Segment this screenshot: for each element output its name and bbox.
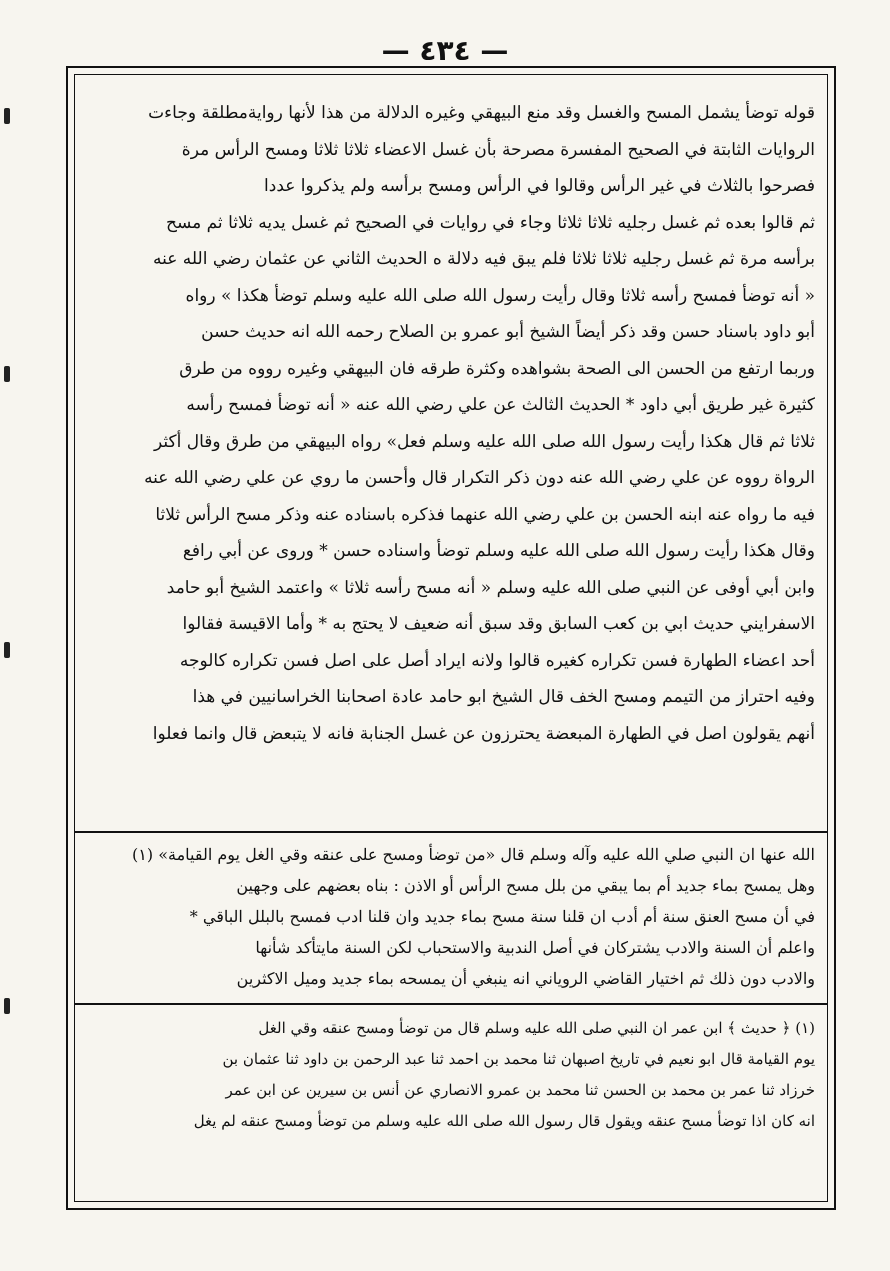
margin-mark xyxy=(4,366,10,382)
main-line: أحد اعضاء الطهارة فسن تكراره كغيره قالوا ولانه ايراد أصل على اصل فسن تكراره كالوجه xyxy=(179,650,815,671)
margin-mark xyxy=(4,642,10,658)
main-line: الروايات الثابتة في الصحيح المفسرة مصرحة بأن غسل الاعضاء ثلاثا ثلاثا ومسح الرأس مرة xyxy=(181,139,815,160)
footnote-line: يوم القيامة قال ابو نعيم في تاريخ اصبهان ثنا محمد بن احمد ثنا عبد الرحمن بن داود ثنا عثمان بن xyxy=(222,1050,815,1068)
footnote-divider xyxy=(75,1003,827,1005)
main-line: ثم قالوا بعده ثم غسل رجليه ثلاثا ثلاثا وجاء في روايات في الصحيح ثم غسل يديه ثلاثا ثم مسح xyxy=(165,212,815,233)
main-line: أنهم يقولون اصل في الطهارة المبعضة يحترزون عن غسل الجنابة فانه لا يتبعض قال وانما فعلوا xyxy=(152,723,815,744)
commentary-line: الله عنها ان النبي صلي الله عليه وآله وسلم قال «من توضأ ومسح على عنقه وقي الغل يوم القيامة» (١) xyxy=(132,845,815,864)
page-frame-inner xyxy=(74,74,828,1202)
main-line: أبو داود باسناد حسن وقد ذكر أيضاً الشيخ أبو عمرو بن الصلاح رحمه الله انه حديث حسن xyxy=(201,322,815,342)
main-line: فصرحوا بالثلاث في غير الرأس وقالوا في الرأس ومسح برأسه ولم يذكروا عددا xyxy=(264,176,815,196)
commentary-line: والادب دون ذلك ثم اختيار القاضي الروياني انه ينبغي أن يمسحه بماء جديد وميل الاكثرين xyxy=(236,969,815,988)
commentary-text xyxy=(75,839,827,994)
margin-mark xyxy=(4,998,10,1014)
main-line: قوله توضأ يشمل المسح والغسل وقد منع البيهقي وغيره الدلالة من هذا لأنها روايةمطلقة وجاءت xyxy=(148,103,815,123)
commentary-line: واعلم أن السنة والادب يشتركان في أصل الندبية والاستحباب لكن السنة مايتأكد شأنها xyxy=(255,938,815,957)
commentary-line: في أن مسح العنق سنة أم أدب ان قلنا سنة مسح بماء جديد وان قلنا ادب فمسح بالبلل الباقي * xyxy=(189,907,815,926)
main-line: وفيه احتراز من التيمم ومسح الخف قال الشيخ ابو حامد عادة اصحابنا الخراسانيين في هذا xyxy=(192,687,815,707)
page-frame xyxy=(66,66,836,1210)
footnote-line: انه كان اذا توضأ مسح عنقه ويقول قال رسول الله صلى الله عليه وسلم من توضأ ومسح عنقه لم يغل xyxy=(193,1112,815,1130)
footnote-line: (١) ﴿ حديث ﴾ ابن عمر ان النبي صلى الله عليه وسلم قال من توضأ ومسح عنقه وقي الغل xyxy=(258,1019,815,1037)
main-line: الاسفرايني حديث ابي بن كعب السابق وقد سبق أنه ضعيف لا يحتج به * وأما الاقيسة فقالوا xyxy=(182,614,815,634)
main-line: وربما ارتفع من الحسن الى الصحة بشواهده وكثرة طرقه فان البيهقي وغيره رووه من طرق xyxy=(179,358,815,379)
commentary-line: وهل يمسح بماء جديد أم بما يبقي من بلل مسح الرأس أو الاذن : بناه بعضهم على وجهين xyxy=(236,876,815,895)
main-line: « أنه توضأ فمسح رأسه ثلاثا وقال رأيت رسول الله صلى الله عليه وسلم توضأ هكذا » رواه xyxy=(185,285,815,306)
main-line: الرواة رووه عن علي رضي الله عنه دون ذكر التكرار قال وأحسن ما روي عن علي رضي الله عنه xyxy=(144,468,815,488)
main-line: وابن أبي أوفى عن النبي صلى الله عليه وسلم « أنه مسح رأسه ثلاثا » واعتمد الشيخ أبو حامد xyxy=(166,577,815,598)
margin-mark xyxy=(4,108,10,124)
page-number: — ٤٣٤ — xyxy=(381,34,509,67)
main-line: كثيرة غير طريق أبي داود * الحديث الثالث عن علي رضي الله عنه « أنه توضأ فمسح رأسه xyxy=(186,395,815,415)
footnote-line: خرزاد ثنا عمر بن محمد بن الحسن ثنا محمد بن عمرو الانصاري عن أنس بن سيرين عن ابن عمر xyxy=(225,1081,815,1099)
section-divider xyxy=(75,831,827,833)
main-line: وقال هكذا رأيت رسول الله صلى الله عليه وسلم توضأ واسناده حسن * وروى عن أبي رافع xyxy=(182,541,815,561)
main-line: ثلاثا ثم قال هكذا رأيت رسول الله صلى الله عليه وسلم فعل» رواه البيهقي من طرق وقال أكثر xyxy=(154,431,815,452)
main-text xyxy=(75,95,827,752)
main-line: فيه ما رواه عنه ابنه الحسن بن علي رضي الله عنهما فذكره باسناده عنه وذكر مسح الرأس ثلاثا xyxy=(155,504,815,525)
footnote-text xyxy=(75,1013,827,1137)
main-line: برأسه مرة ثم غسل رجليه ثلاثا ثلاثا فلم يبق فيه دلالة ه الحديث الثاني عن عثمان رضي الله عنه xyxy=(153,249,815,269)
